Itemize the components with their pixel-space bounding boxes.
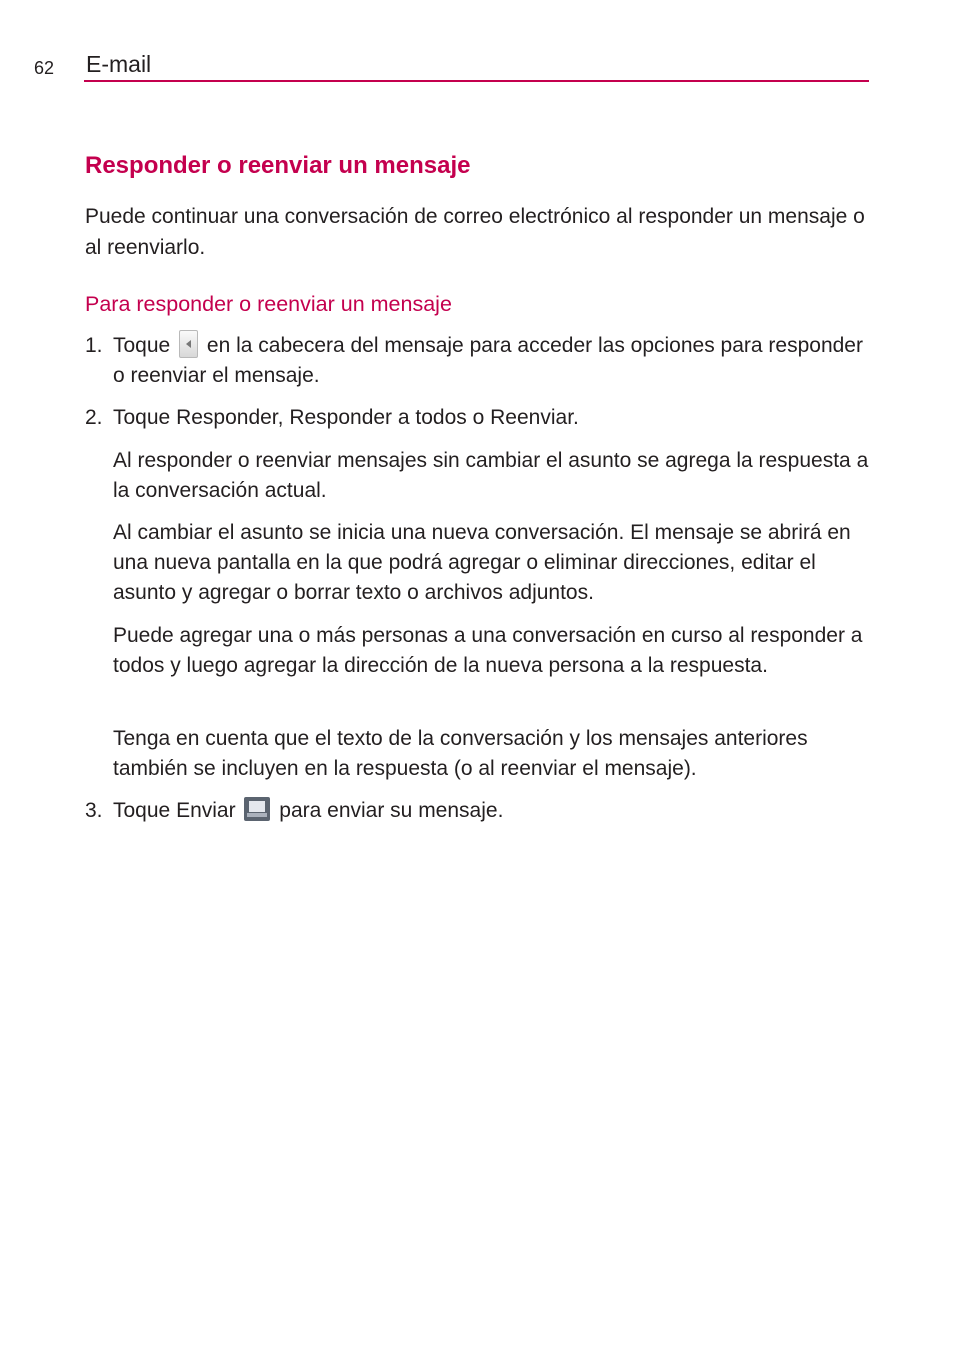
step-2 xyxy=(85,403,875,433)
note-paragraph: Tenga en cuenta que el texto de la conversación y los mensajes anteriores también se incluyen en la respuesta (o al reenviar el mensaje). xyxy=(113,727,808,780)
note-paragraph: Puede agregar una o más personas a una conversación en curso al responder a todos y luego agregar la dirección de la nueva persona a la respuesta. xyxy=(113,624,863,677)
action-enviar: Enviar xyxy=(176,799,236,822)
step-3 xyxy=(85,796,875,826)
subsection-title: Para responder o reenviar un mensaje xyxy=(85,292,452,316)
page-number: 62 xyxy=(34,58,55,78)
option-responder-a-todos: Responder a todos xyxy=(289,406,467,429)
step-3-before: Toque xyxy=(113,799,177,822)
step-3-after: para enviar su mensaje. xyxy=(279,799,504,822)
option-reenviar: Reenviar xyxy=(490,406,574,429)
step-2-before: Toque xyxy=(113,406,177,429)
step-2-text xyxy=(113,403,875,433)
page-title: Responder o reenviar un mensaje xyxy=(85,152,471,179)
step-1-after: en la cabecera del mensaje para acceder las opciones para responder o reenviar el mensaje. xyxy=(113,334,863,387)
note-paragraph: Al cambiar el asunto se inicia una nueva conversación. El mensaje se abrirá en una nueva pantalla en la que podrá agregar o eliminar direcciones, editar el asunto y agregar o borrar texto o archivos adjuntos. xyxy=(113,521,851,604)
step-2-end: . xyxy=(573,406,579,429)
intro-paragraph: Puede continuar una conversación de correo electrónico al responder un mensaje o al reenviarlo. xyxy=(85,205,865,259)
note-paragraph: Al responder o reenviar mensajes sin cambiar el asunto se agrega la respuesta a la conversación actual. xyxy=(113,449,869,502)
section-title: E-mail xyxy=(86,51,152,77)
back-arrow-icon xyxy=(179,330,198,358)
step-2-number: 2. xyxy=(85,406,103,429)
step-1-text xyxy=(113,331,875,391)
step-1 xyxy=(85,331,875,391)
send-icon xyxy=(244,797,270,821)
step-3-number: 3. xyxy=(85,799,103,822)
step-2-sep-2: o xyxy=(466,406,491,429)
header-rule xyxy=(84,80,869,82)
option-responder: Responder xyxy=(176,406,278,429)
step-3-text xyxy=(113,796,875,826)
step-1-number: 1. xyxy=(85,334,103,357)
step-1-before: Toque xyxy=(113,334,171,357)
step-2-sep-1: , xyxy=(277,406,290,429)
